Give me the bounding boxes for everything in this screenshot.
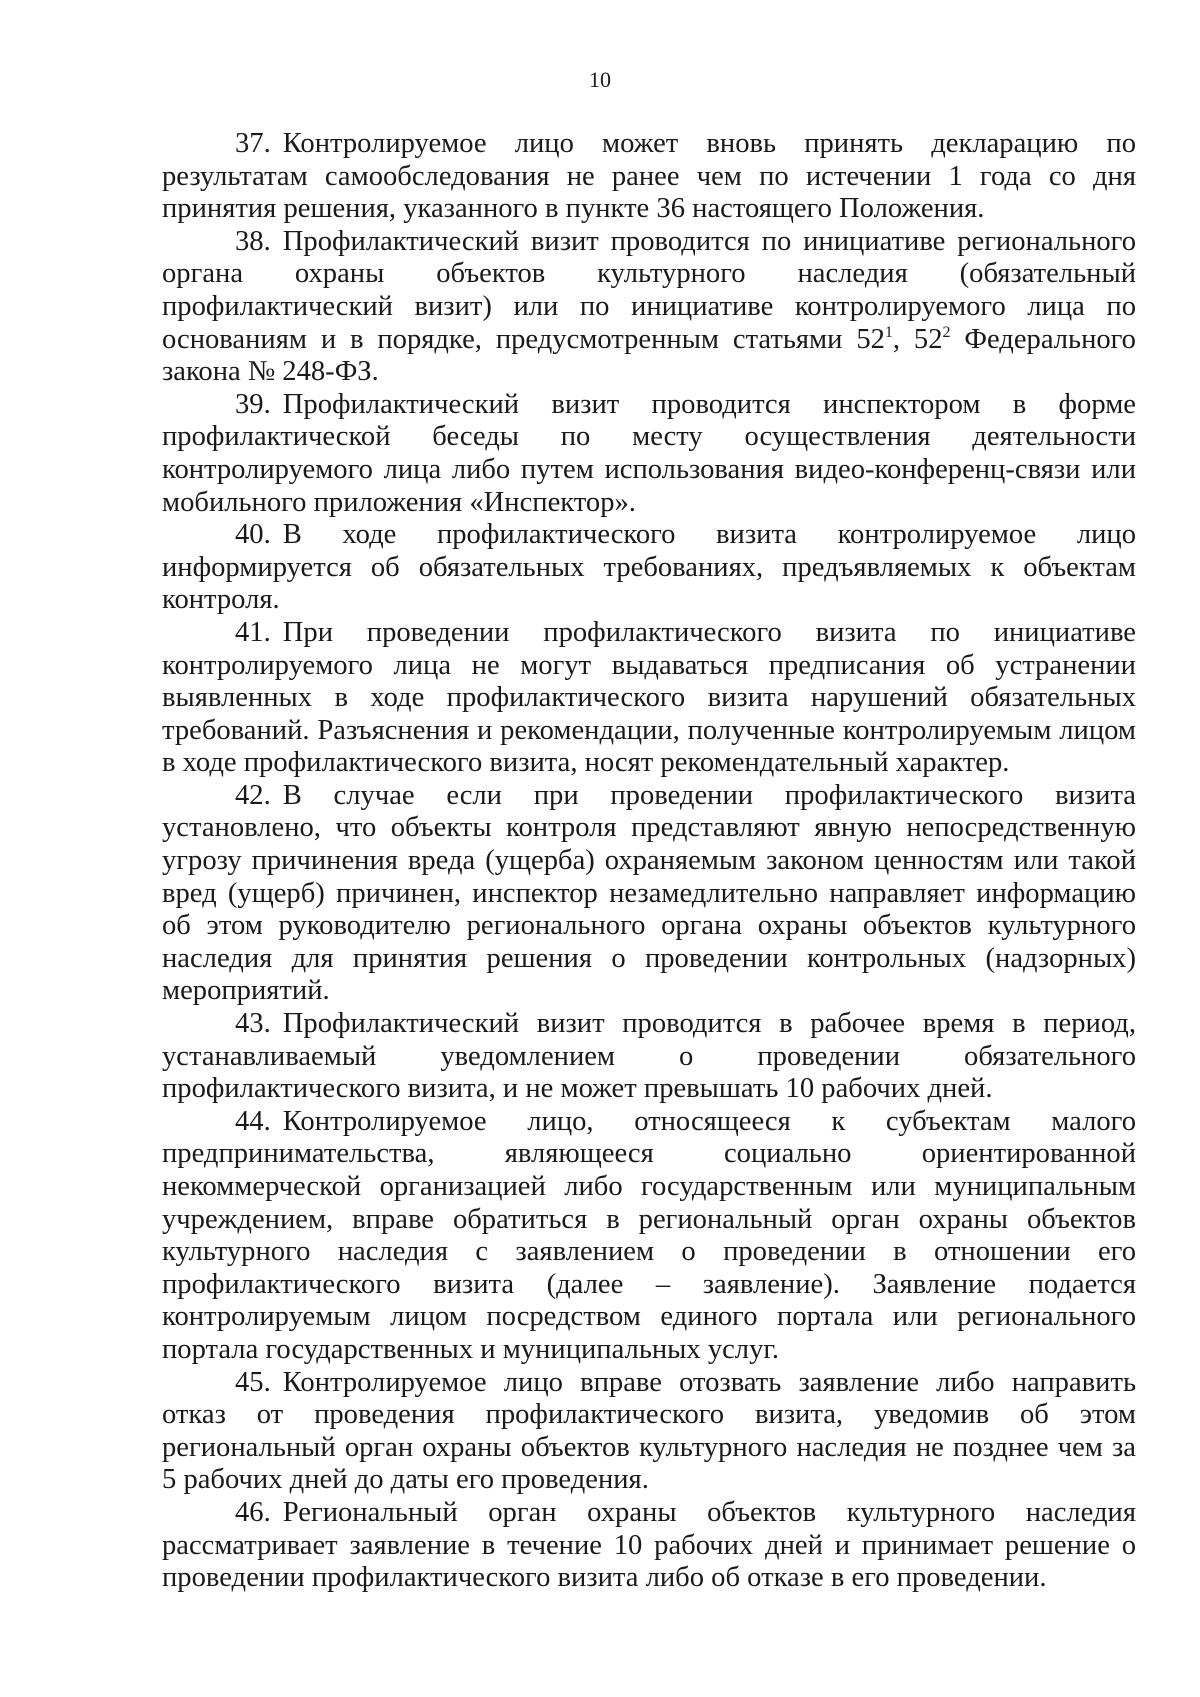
paragraph-46 <box>162 1497 1136 1595</box>
paragraph-text-tail: Федерального закона № 248-ФЗ. <box>162 323 1136 388</box>
document-body <box>162 128 1136 1595</box>
paragraph-number: 44. <box>235 1105 271 1137</box>
article-ref-2: 52 <box>913 323 943 355</box>
paragraph-39 <box>162 389 1136 519</box>
paragraph-text: В ходе профилактического визита контролируемое лицо информируется об обязательных требованиях, предъявляемых к объектам контроля. <box>162 519 1136 616</box>
paragraph-38 <box>162 226 1136 389</box>
paragraph-40 <box>162 519 1136 617</box>
paragraph-text: Региональный орган охраны объектов культурного наследия рассматривает заявление в течение 10 рабочих дней и принимает решение о проведении профилактического визита либо об отказе в его проведении. <box>162 1496 1136 1594</box>
paragraph-text: При проведении профилактического визита по инициативе контролируемого лица не могут выдаваться предписания об устранении выявленных в ходе профилактического визита нарушений обязательных требований. Разъяснения и рекомендации, полученные контролируемым лицом в ходе профилактического визита, носят рекомендательный характер. <box>162 616 1136 779</box>
paragraph-text: Контролируемое лицо, относящееся к субъектам малого предпринимательства, являющееся социально ориентированной некоммерческой организацией либо государственным или муниципальным учреждением, вправе обратиться в региональный орган охраны объектов культурного наследия с заявлением о проведении в отношении его профилактического визита (далее – заявление). Заявление подается контролируемым лицом посредством единого портала или регионального портала государственных и муниципальных услуг. <box>162 1105 1136 1365</box>
paragraph-42 <box>162 780 1136 1008</box>
page-number: 10 <box>589 67 611 92</box>
paragraph-text: Контролируемое лицо вправе отозвать заявление либо направить отказ от проведения профилактического визита, уведомив об этом региональный орган охраны объектов культурного наследия не позднее чем за 5 рабочих дней до даты его проведения. <box>162 1366 1136 1496</box>
paragraph-number: 46. <box>235 1496 271 1528</box>
paragraph-number: 42. <box>235 779 271 811</box>
paragraph-44 <box>162 1106 1136 1367</box>
paragraph-text: Профилактический визит проводится в рабочее время в период, устанавливаемый уведомлением о проведении обязательного профилактического визита, и не может превышать 10 рабочих дней. <box>162 1008 1136 1105</box>
paragraph-43 <box>162 1008 1136 1106</box>
paragraph-45 <box>162 1367 1136 1497</box>
article-ref-1-superscript: 1 <box>884 323 893 341</box>
paragraph-number: 41. <box>235 616 271 648</box>
article-ref-1: 52 <box>856 323 885 355</box>
ref-separator: , <box>892 323 901 355</box>
paragraph-text: Профилактический визит проводится по инициативе регионального органа охраны объектов культурного наследия (обязательный профилактический визит) или по инициативе контролируемого лица по основаниям и в порядке, предусмотренным статьями <box>162 225 1136 355</box>
paragraph-number: 39. <box>235 388 271 420</box>
paragraph-text: Профилактический визит проводится инспектором в форме профилактической беседы по месту осуществления деятельности контролируемого лица либо путем использования видео-конференц-связи или мобильного приложения «Инспектор». <box>162 388 1136 518</box>
paragraph-number: 40. <box>235 519 271 551</box>
paragraph-number: 43. <box>235 1008 271 1040</box>
paragraph-text: Контролируемое лицо может вновь принять декларацию по результатам самообследования не ранее чем по истечении 1 года со дня принятия решения, указанного в пункте 36 настоящего Положения. <box>162 128 1136 225</box>
paragraph-41 <box>162 617 1136 780</box>
paragraph-text: В случае если при проведении профилактического визита установлено, что объекты контроля представляют явную непосредственную угрозу причинения вреда (ущерба) охраняемым законом ценностям или такой вред (ущерб) причинен, инспектор незамедлительно направляет информацию об этом руководителю регионального органа охраны объектов культурного наследия для принятия решения о проведении контрольных (надзорных) мероприятий. <box>162 779 1136 1007</box>
paragraph-number: 37. <box>235 128 271 159</box>
article-ref-2-superscript: 2 <box>942 323 951 341</box>
paragraph-number: 45. <box>235 1366 271 1398</box>
paragraph-37 <box>162 128 1136 226</box>
paragraph-number: 38. <box>235 225 271 257</box>
